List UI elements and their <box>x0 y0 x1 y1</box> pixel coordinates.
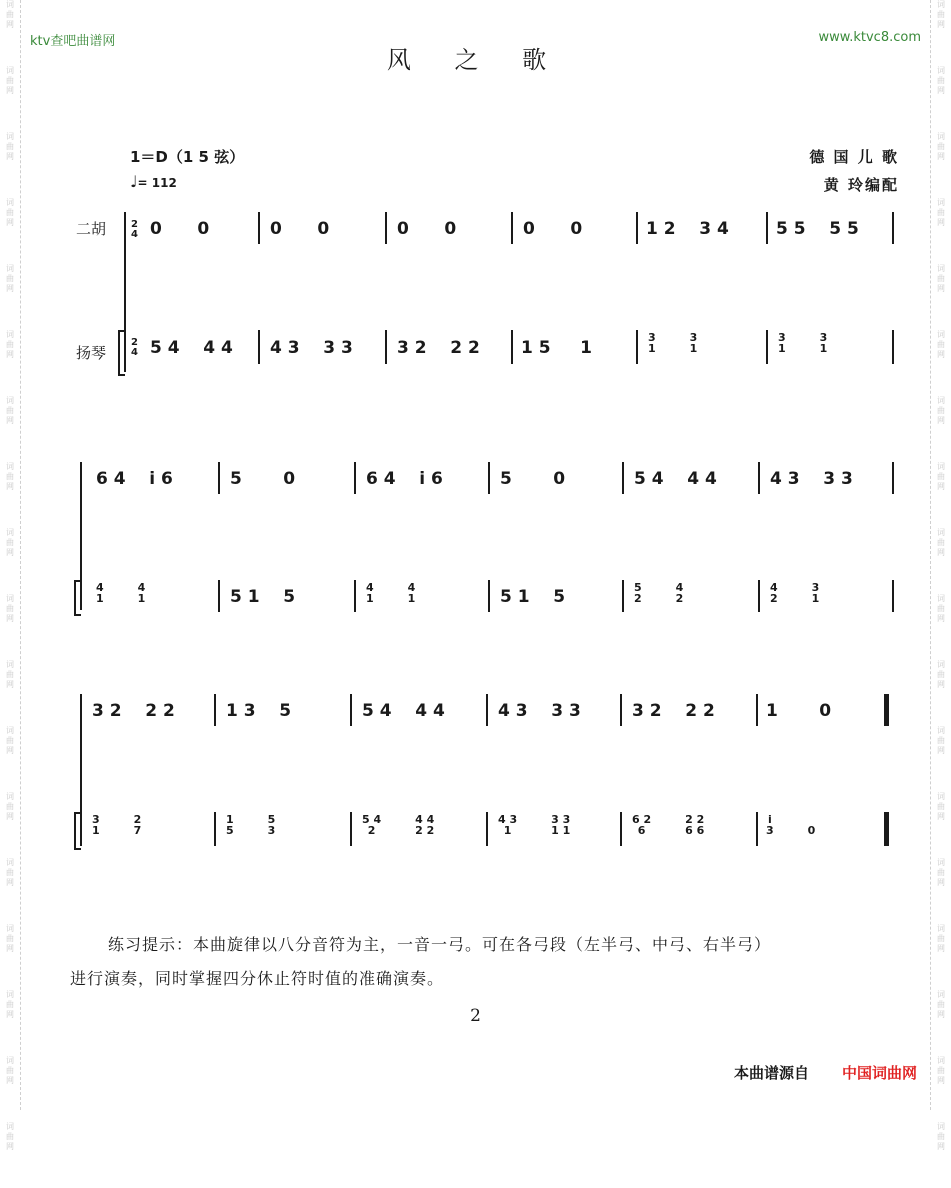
barline <box>620 812 622 846</box>
chord: 4 2 <box>770 581 778 605</box>
watermark-glyph: 网 <box>937 1142 945 1151</box>
chord: 4 1 <box>96 581 104 605</box>
watermark-gap <box>931 366 951 396</box>
chord: 5 3 <box>267 813 276 837</box>
watermark-glyph: 网 <box>6 1142 14 1151</box>
yangqin-measure: 5 4 4 4 <box>150 338 233 358</box>
watermark-glyph: 词 <box>937 0 945 9</box>
watermark-glyph: 曲 <box>6 670 14 679</box>
chord: 4 1 <box>137 581 146 605</box>
watermark-glyph: 词 <box>6 792 14 801</box>
watermark-glyph: 词 <box>6 726 14 735</box>
chord: 6 2 6 <box>632 813 652 837</box>
watermark-glyph: 词 <box>937 792 945 801</box>
chord: 3 1 <box>648 331 656 355</box>
watermark-glyph: 曲 <box>6 274 14 283</box>
erhu-measure: 3 2 2 2 <box>632 701 715 721</box>
erhu-measure: 3 2 2 2 <box>92 701 175 721</box>
watermark-glyph: 词 <box>937 462 945 471</box>
watermark-gap <box>931 1092 951 1122</box>
site-url-right[interactable]: www.ktvc8.com <box>818 30 921 45</box>
watermark-gap <box>0 894 20 924</box>
watermark-glyph: 网 <box>937 86 945 95</box>
barline <box>354 462 356 494</box>
barline <box>218 580 220 612</box>
erhu-measure: 0 0 <box>150 219 210 239</box>
time-signature-yangqin: 2 4 <box>131 337 138 358</box>
watermark-gap <box>931 1026 951 1056</box>
watermark-gap <box>931 1158 951 1188</box>
barline <box>622 462 624 494</box>
watermark-glyph: 词 <box>6 660 14 669</box>
barline <box>488 580 490 612</box>
system2-yangqin-bracket <box>74 580 81 616</box>
watermark-glyph: 网 <box>937 944 945 953</box>
watermark-glyph: 网 <box>6 548 14 557</box>
watermark-gap <box>931 960 951 990</box>
barline <box>758 462 760 494</box>
erhu-measure: 6 4 i 6 <box>366 469 443 489</box>
right-watermark-strip <box>930 0 951 1151</box>
barline <box>892 462 894 494</box>
barline <box>892 212 894 244</box>
barline <box>620 694 622 726</box>
erhu-measure: 1 2 3 4 <box>646 219 729 239</box>
yangqin-chord-measure <box>634 582 717 604</box>
watermark-glyph: 词 <box>6 594 14 603</box>
chord: 4 3 1 <box>498 813 518 837</box>
chord: 5 2 <box>634 581 642 605</box>
watermark-glyph: 曲 <box>6 1000 14 1009</box>
watermark-gap <box>0 102 20 132</box>
watermark-glyph: 词 <box>6 990 14 999</box>
watermark-glyph: 曲 <box>6 472 14 481</box>
footer-source-label: 本曲谱源自 <box>733 1064 809 1082</box>
watermark-glyph: 词 <box>937 924 945 933</box>
watermark-glyph: 曲 <box>937 274 945 283</box>
watermark-glyph: 词 <box>937 858 945 867</box>
watermark-gap <box>931 300 951 330</box>
watermark-glyph: 曲 <box>6 868 14 877</box>
barline <box>350 812 352 846</box>
barline <box>486 812 488 846</box>
watermark-glyph: 词 <box>937 528 945 537</box>
erhu-measure: 0 0 <box>397 219 457 239</box>
watermark-glyph: 网 <box>6 218 14 227</box>
arranger: 黄 玲编配 <box>823 176 899 194</box>
watermark-glyph: 网 <box>937 614 945 623</box>
watermark-gap <box>0 1092 20 1122</box>
barline <box>636 330 638 364</box>
time-signature-erhu: 2 4 <box>131 219 138 240</box>
watermark-glyph: 曲 <box>937 670 945 679</box>
watermark-glyph: 曲 <box>937 802 945 811</box>
chord: 5 4 2 <box>362 813 382 837</box>
watermark-gap <box>931 168 951 198</box>
erhu-measure: 0 0 <box>270 219 330 239</box>
barline <box>766 212 768 244</box>
watermark-glyph: 网 <box>6 416 14 425</box>
watermark-glyph: 曲 <box>6 736 14 745</box>
watermark-glyph: 曲 <box>937 868 945 877</box>
watermark-glyph: 词 <box>937 330 945 339</box>
key-signature: 1＝D（1 5 弦） <box>130 148 245 166</box>
chord: 3 1 <box>92 813 100 837</box>
watermark-glyph: 词 <box>937 198 945 207</box>
watermark-glyph: 词 <box>937 264 945 273</box>
erhu-measure: 5 0 <box>230 469 296 489</box>
watermark-glyph: 网 <box>937 1010 945 1019</box>
barline <box>756 812 758 846</box>
watermark-glyph: 曲 <box>937 10 945 19</box>
instrument-erhu: 二胡 <box>76 220 107 238</box>
barline <box>385 212 387 244</box>
yangqin-chord-measure <box>778 332 861 354</box>
yangqin-measure: 3 2 2 2 <box>397 338 480 358</box>
watermark-glyph: 网 <box>6 1076 14 1085</box>
barline <box>756 694 758 726</box>
yangqin-measure: 4 3 3 3 <box>270 338 353 358</box>
barline <box>636 212 638 244</box>
chord: i 3 <box>766 813 774 837</box>
yangqin-chord-measure <box>92 814 175 836</box>
watermark-gap <box>931 564 951 594</box>
watermark-glyph: 曲 <box>937 406 945 415</box>
watermark-gap <box>0 630 20 660</box>
watermark-glyph: 网 <box>6 482 14 491</box>
watermark-glyph: 曲 <box>6 538 14 547</box>
barline <box>622 580 624 612</box>
chord: 3 1 <box>811 581 820 605</box>
watermark-glyph: 词 <box>937 66 945 75</box>
chord: 2 2 6 6 <box>685 813 705 837</box>
yangqin-measure: 5 1 5 <box>500 587 566 607</box>
watermark-glyph: 网 <box>6 878 14 887</box>
watermark-glyph: 词 <box>6 858 14 867</box>
watermark-glyph: 曲 <box>6 406 14 415</box>
chord: 0 <box>807 824 816 837</box>
yangqin-chord-measure <box>96 582 179 604</box>
yangqin-chord-measure <box>366 582 449 604</box>
watermark-glyph: 网 <box>6 350 14 359</box>
chord: 4 2 <box>675 581 684 605</box>
erhu-measure: 1 0 <box>766 701 832 721</box>
watermark-glyph: 词 <box>937 726 945 735</box>
watermark-gap <box>0 300 20 330</box>
chord: 4 4 2 2 <box>415 813 435 837</box>
watermark-glyph: 网 <box>937 548 945 557</box>
watermark-glyph: 词 <box>6 198 14 207</box>
yangqin-chord-measure <box>770 582 853 604</box>
watermark-glyph: 曲 <box>937 472 945 481</box>
watermark-glyph: 网 <box>937 350 945 359</box>
barline <box>258 212 260 244</box>
final-barline <box>884 694 889 726</box>
barline <box>511 212 513 244</box>
erhu-measure: 0 0 <box>523 219 583 239</box>
watermark-gap <box>0 432 20 462</box>
erhu-measure: 5 4 4 4 <box>362 701 445 721</box>
watermark-glyph: 词 <box>6 462 14 471</box>
erhu-measure: 5 0 <box>500 469 566 489</box>
barline <box>214 694 216 726</box>
watermark-glyph: 曲 <box>937 604 945 613</box>
watermark-gap <box>931 762 951 792</box>
watermark-glyph: 词 <box>6 396 14 405</box>
quarter-note-icon: ♩ <box>130 172 138 191</box>
watermark-glyph: 曲 <box>6 934 14 943</box>
page-number: 2 <box>470 1006 481 1026</box>
watermark-glyph: 词 <box>937 1122 945 1131</box>
chord: 3 1 <box>819 331 828 355</box>
watermark-gap <box>0 762 20 792</box>
watermark-glyph: 网 <box>937 878 945 887</box>
erhu-measure: 4 3 3 3 <box>770 469 853 489</box>
barline <box>758 580 760 612</box>
watermark-glyph: 曲 <box>6 1066 14 1075</box>
erhu-measure: 1 3 5 <box>226 701 292 721</box>
watermark-glyph: 网 <box>6 20 14 29</box>
watermark-glyph: 词 <box>6 528 14 537</box>
watermark-glyph: 曲 <box>937 736 945 745</box>
watermark-gap <box>0 366 20 396</box>
yangqin-chord-measure <box>498 814 604 836</box>
watermark-glyph: 曲 <box>937 340 945 349</box>
barline <box>766 330 768 364</box>
barline <box>892 580 894 612</box>
watermark-glyph: 网 <box>6 284 14 293</box>
watermark-glyph: 词 <box>6 1122 14 1131</box>
watermark-gap <box>0 498 20 528</box>
chord: 3 1 <box>778 331 786 355</box>
erhu-measure: 5 5 5 5 <box>776 219 859 239</box>
watermark-glyph: 曲 <box>937 1066 945 1075</box>
watermark-glyph: 网 <box>6 614 14 623</box>
watermark-glyph: 网 <box>937 482 945 491</box>
barline <box>385 330 387 364</box>
watermark-gap <box>0 1158 20 1188</box>
watermark-gap <box>0 1026 20 1056</box>
watermark-glyph: 曲 <box>6 208 14 217</box>
yangqin-chord-measure <box>766 814 849 836</box>
site-name-left[interactable]: ktv查吧曲谱网 <box>30 34 116 49</box>
watermark-glyph: 曲 <box>6 340 14 349</box>
watermark-gap <box>0 168 20 198</box>
watermark-glyph: 曲 <box>6 76 14 85</box>
chord: 4 1 <box>407 581 416 605</box>
watermark-glyph: 词 <box>6 132 14 141</box>
watermark-glyph: 曲 <box>6 604 14 613</box>
watermark-glyph: 网 <box>937 1076 945 1085</box>
chord: 3 1 <box>689 331 698 355</box>
watermark-gap <box>931 828 951 858</box>
watermark-glyph: 曲 <box>6 1132 14 1141</box>
watermark-gap <box>0 828 20 858</box>
watermark-glyph: 词 <box>6 924 14 933</box>
yangqin-chord-measure <box>226 814 309 836</box>
yangqin-measure: 1 5 1 <box>521 338 592 358</box>
watermark-glyph: 词 <box>6 0 14 9</box>
system1-yangqin-bracket <box>118 330 125 376</box>
watermark-gap <box>0 696 20 726</box>
watermark-glyph: 词 <box>937 1056 945 1065</box>
watermark-gap <box>931 894 951 924</box>
watermark-glyph: 网 <box>937 152 945 161</box>
watermark-glyph: 曲 <box>937 208 945 217</box>
watermark-glyph: 曲 <box>937 1132 945 1141</box>
song-source: 德 国 儿 歌 <box>809 148 899 166</box>
watermark-glyph: 网 <box>937 416 945 425</box>
barline <box>486 694 488 726</box>
watermark-glyph: 网 <box>6 152 14 161</box>
watermark-glyph: 词 <box>6 330 14 339</box>
song-title: 风 之 歌 <box>386 46 565 74</box>
watermark-gap <box>931 696 951 726</box>
watermark-glyph: 曲 <box>937 76 945 85</box>
left-watermark-strip <box>0 0 21 1151</box>
chord: 1 5 <box>226 813 234 837</box>
barline <box>488 462 490 494</box>
erhu-measure: 5 4 4 4 <box>634 469 717 489</box>
yangqin-measure: 5 1 5 <box>230 587 296 607</box>
yangqin-chord-measure <box>648 332 731 354</box>
watermark-glyph: 曲 <box>6 142 14 151</box>
watermark-glyph: 网 <box>6 746 14 755</box>
system3-yangqin-bracket <box>74 812 81 850</box>
yangqin-chord-measure <box>362 814 468 836</box>
final-barline <box>884 812 889 846</box>
practice-tip-line2: 进行演奏，同时掌握四分休止符时值的准确演奏。 <box>70 969 445 988</box>
barline <box>350 694 352 726</box>
watermark-glyph: 网 <box>6 680 14 689</box>
watermark-glyph: 词 <box>937 396 945 405</box>
barline <box>218 462 220 494</box>
yangqin-chord-measure <box>632 814 738 836</box>
watermark-glyph: 网 <box>937 218 945 227</box>
barline <box>258 330 260 364</box>
practice-tip-line1: 练习提示：本曲旋律以八分音符为主，一音一弓。可在各弓段（左半弓、中弓、右半弓） <box>108 935 772 954</box>
watermark-glyph: 网 <box>937 680 945 689</box>
watermark-gap <box>931 432 951 462</box>
watermark-glyph: 词 <box>6 1056 14 1065</box>
barline <box>354 580 356 612</box>
chord: 2 7 <box>133 813 142 837</box>
watermark-glyph: 词 <box>937 594 945 603</box>
watermark-gap <box>931 498 951 528</box>
watermark-glyph: 词 <box>937 660 945 669</box>
barline <box>511 330 513 364</box>
watermark-glyph: 词 <box>937 990 945 999</box>
watermark-glyph: 网 <box>6 86 14 95</box>
watermark-glyph: 网 <box>6 812 14 821</box>
watermark-glyph: 词 <box>6 264 14 273</box>
watermark-gap <box>931 630 951 660</box>
watermark-glyph: 曲 <box>6 10 14 19</box>
watermark-glyph: 网 <box>937 746 945 755</box>
watermark-glyph: 网 <box>937 20 945 29</box>
watermark-glyph: 词 <box>6 66 14 75</box>
footer-source-link[interactable]: 中国词曲网 <box>841 1064 917 1082</box>
erhu-measure: 6 4 i 6 <box>96 469 173 489</box>
chord: 3 3 1 1 <box>551 813 571 837</box>
watermark-gap <box>0 960 20 990</box>
watermark-glyph: 网 <box>6 1010 14 1019</box>
instrument-yangqin: 扬琴 <box>76 344 107 362</box>
watermark-glyph: 词 <box>937 132 945 141</box>
watermark-glyph: 网 <box>937 812 945 821</box>
watermark-glyph: 曲 <box>937 142 945 151</box>
watermark-glyph: 曲 <box>937 934 945 943</box>
barline <box>214 812 216 846</box>
watermark-glyph: 曲 <box>6 802 14 811</box>
watermark-glyph: 曲 <box>937 538 945 547</box>
watermark-gap <box>931 234 951 264</box>
tempo-marking: ♩= 112 <box>130 172 177 191</box>
watermark-gap <box>0 234 20 264</box>
erhu-measure: 4 3 3 3 <box>498 701 581 721</box>
watermark-glyph: 曲 <box>937 1000 945 1009</box>
watermark-gap <box>0 564 20 594</box>
watermark-glyph: 网 <box>6 944 14 953</box>
watermark-gap <box>931 102 951 132</box>
chord: 4 1 <box>366 581 374 605</box>
watermark-glyph: 网 <box>937 284 945 293</box>
barline <box>892 330 894 364</box>
